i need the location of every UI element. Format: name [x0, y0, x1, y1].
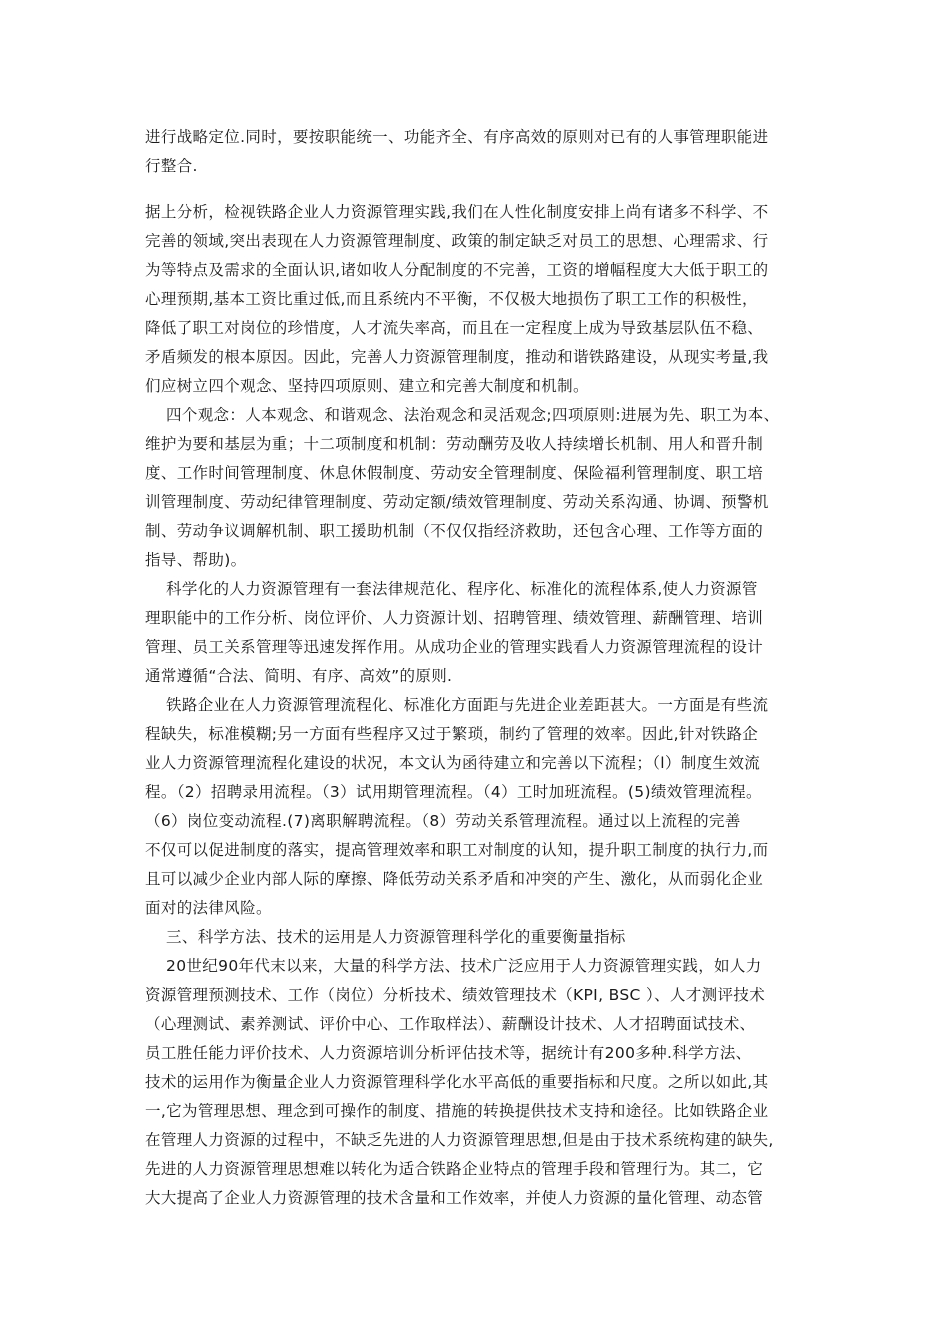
text-line: 科学化的人力资源管理有一套法律规范化、程序化、标准化的流程体系,使人力资源管: [166, 580, 758, 598]
text-line: 面对的法律风险。: [145, 899, 272, 917]
text-line: 四个观念：人本观念、和谐观念、法治观念和灵活观念;四项原则:进展为先、职工为本、: [166, 406, 780, 424]
text-line: 训管理制度、劳动纪律管理制度、劳动定额/绩效管理制度、劳动关系沟通、协调、预警机: [145, 493, 769, 511]
text-line: 通常遵循“合法、简明、有序、高效”的原则.: [145, 667, 453, 685]
text-line: 技术的运用作为衡量企业人力资源管理科学化水平高低的重要指标和尺度。之所以如此,其: [145, 1073, 769, 1091]
text-line: 制、劳动争议调解机制、职工援助机制（不仅仅指经济救助，还包含心理、工作等方面的: [145, 522, 764, 540]
text-line: 进行战略定位.同时，要按职能统一、功能齐全、有序高效的原则对已有的人事管理职能进: [145, 128, 769, 146]
text-line: 大大提高了企业人力资源管理的技术含量和工作效率，并使人力资源的量化管理、动态管: [145, 1189, 764, 1207]
text-line: 管理、员工关系管理等迅速发挥作用。从成功企业的管理实践看人力资源管理流程的设计: [145, 638, 764, 656]
text-line: 们应树立四个观念、坚持四项原则、建立和完善大制度和机制。: [145, 377, 589, 395]
text-line: 据上分析，检视铁路企业人力资源管理实践,我们在人性化制度安排上尚有诸多不科学、不: [145, 203, 769, 221]
section-heading: 三、科学方法、技术的运用是人力资源管理科学化的重要衡量指标: [166, 928, 626, 946]
text-line: 心理预期,基本工资比重过低,而且系统内不平衡，不仅极大地损伤了职工工作的积极性，: [145, 290, 758, 308]
text-line: 指导、帮助)。: [145, 551, 247, 569]
text-line: 程缺失，标准模糊;另一方面有些程序又过于繁琐，制约了管理的效率。因此,针对铁路企: [145, 725, 759, 743]
text-line: 降低了职工对岗位的珍惜度，人才流失率高，而且在一定程度上成为导致基层队伍不稳、: [145, 319, 764, 337]
text-line: 程。（2）招聘录用流程。（3）试用期管理流程。（4）工时加班流程。(5)绩效管理流程。: [145, 783, 762, 801]
text-line: 维护为要和基层为重；十二项制度和机制：劳动酬劳及收人持续增长机制、用人和晋升制: [145, 435, 764, 453]
text-line: 为等特点及需求的全面认识,诸如收人分配制度的不完善，工资的增幅程度大大低于职工的: [145, 261, 769, 279]
text-line: （6）岗位变动流程.(7)离职解聘流程。（8）劳动关系管理流程。通过以上流程的完善: [145, 812, 741, 830]
text-line: 矛盾频发的根本原因。因此，完善人力资源管理制度，推动和谐铁路建设，从现实考量,我: [145, 348, 769, 366]
text-line: 且可以减少企业内部人际的摩擦、降低劳动关系矛盾和冲突的产生、激化，从而弱化企业: [145, 870, 764, 888]
text-line: 20世纪90年代末以来，大量的科学方法、技术广泛应用于人力资源管理实践，如人力: [166, 957, 762, 975]
text-line: 度、工作时间管理制度、休息休假制度、劳动安全管理制度、保险福利管理制度、职工培: [145, 464, 764, 482]
text-line: 一,它为管理思想、理念到可操作的制度、措施的转换提供技术支持和途径。比如铁路企业: [145, 1102, 769, 1120]
text-line: 理职能中的工作分析、岗位评价、人力资源计划、招聘管理、绩效管理、薪酬管理、培训: [145, 609, 764, 627]
text-line: 铁路企业在人力资源管理流程化、标准化方面距与先进企业差距甚大。一方面是有些流: [166, 696, 769, 714]
text-line: 先进的人力资源管理思想难以转化为适合铁路企业特点的管理手段和管理行为。其二，它: [145, 1160, 764, 1178]
text-line: 不仅可以促进制度的落实，提高管理效率和职工对制度的认知，提升职工制度的执行力,而: [145, 841, 769, 859]
text-line: 员工胜任能力评价技术、人力资源培训分析评估技术等，据统计有200多种.科学方法、: [145, 1044, 752, 1062]
text-line: 业人力资源管理流程化建设的状况，本文认为函待建立和完善以下流程；（l）制度生效流: [145, 754, 761, 772]
text-line: （心理测试、素养测试、评价中心、工作取样法）、薪酬设计技术、人才招聘面试技术、: [145, 1015, 756, 1033]
text-line: 完善的领域,突出表现在人力资源管理制度、政策的制定缺乏对员工的思想、心理需求、行: [145, 232, 769, 250]
text-line: 资源管理预测技术、工作（岗位）分析技术、绩效管理技术（KPI, BSC ）、人才测评技术: [145, 986, 766, 1004]
text-line: 行整合.: [145, 157, 198, 175]
text-line: 在管理人力资源的过程中，不缺乏先进的人力资源管理思想,但是由于技术系统构建的缺失,: [145, 1131, 774, 1149]
